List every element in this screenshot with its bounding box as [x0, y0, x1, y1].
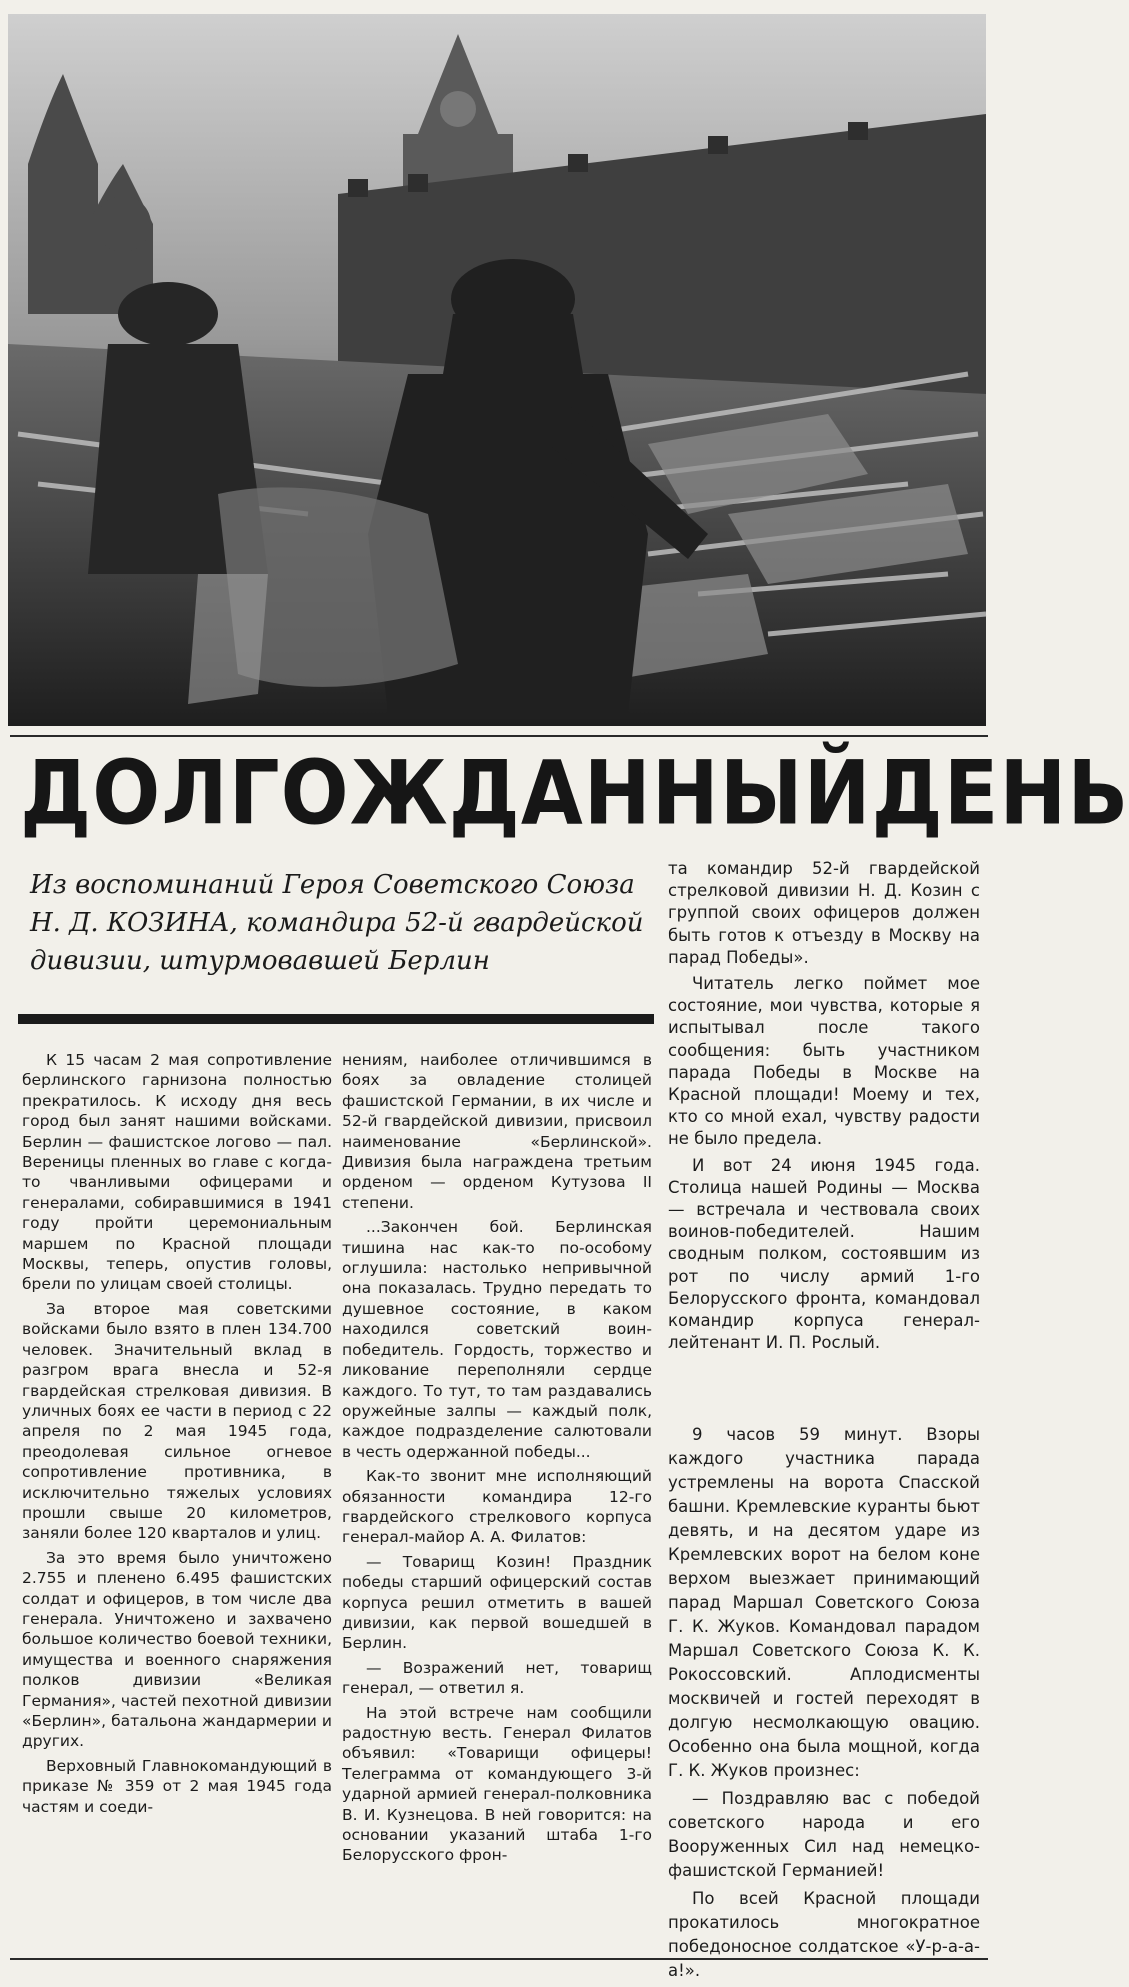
bottom-rule — [10, 1958, 988, 1960]
headline-word-2: ДЕНЬ — [871, 742, 1129, 845]
col2-paragraph: — Возражений нет, товарищ генерал, — ответил я. — [342, 1658, 652, 1698]
col2-paragraph: На этой встрече нам сообщили радостную весть. Генерал Филатов объявил: «Товарищи офицеры! Телеграмма от командующего 3-й ударной армией генерал-полковника В. И. Кузнецова. В ней говорится: на основании указаний штаба 1-го Белорусского фрон- — [342, 1703, 652, 1865]
col2-paragraph: ...Закончен бой. Берлинская тишина нас как-то по-особому оглушила: настолько непривычной она показалась. Трудно передать то душевное состояние, в каком находился советский воин-победитель. Гордость, торжество и ликование переполняли сердце каждого. То тут, то там раздавались оружейные залпы — каждый полк, каждое подразделение салютовали в честь одержанной победы... — [342, 1218, 652, 1461]
photo-illustration — [8, 14, 986, 726]
col2-paragraph: — Товарищ Козин! Праздник победы старший офицерский состав корпуса решил отметить в вашей дивизии, как первой вошедшей в Берлин. — [342, 1552, 652, 1653]
article-headline — [20, 739, 1129, 849]
col3-paragraph: Читатель легко поймет мое состояние, мои чувства, которые я испытывал после такого сообщения: быть участником парада Победы в Москве на Красной площади! Моему и тех, кто со мной ехал, чувству радости не было предела. — [668, 974, 980, 1149]
col1-paragraph: За это время было уничтожено 2.755 и пленено 6.495 фашистских солдат и офицеров, в том числе два генерала. Уничтожено и захвачено большое количество боевой техники, имущества и военного снаряжения полков дивизии «Великая Германия», частей пехотной дивизии «Берлин», батальона жандармерии и других. — [22, 1548, 332, 1751]
column-3-top — [668, 858, 980, 1358]
col3-paragraph: По всей Красной площади прокатилось многократное победоносное солдатское «У-р-а-а-а!». — [668, 1889, 980, 1980]
col2-paragraph: Как-то звонит мне исполняющий обязанности командира 12-го гвардейского стрелкового корпуса генерал-майор А. А. Филатов: — [342, 1467, 652, 1547]
column-1 — [22, 1050, 332, 1821]
article-intro: Из воспоминаний Героя Советского Союза Н. Д. КОЗИНА, командира 52-й гвардейской дивизии, штурмовавшей Берлин — [30, 870, 644, 976]
col2-paragraph: нениям, наиболее отличившимся в боях за овладение столицей фашистской Германии, в их числе и 52-й гвардейской дивизии, присвоил наименование «Берлинской». Дивизия была награждена третьим орденом — орденом Кутузова II степени. — [342, 1051, 652, 1212]
column-3-bottom — [668, 1423, 980, 1987]
col1-paragraph: Верховный Главнокомандующий в приказе № 359 от 2 мая 1945 года частям и соеди- — [22, 1756, 332, 1816]
col3-paragraph: 9 часов 59 минут. Взоры каждого участника парада устремлены на ворота Спасской башни. Кремлевские куранты бьют девять, и на десятом ударе из Кремлевских ворот на белом коне верхом выезжает принимающий парад Маршал Советского Союза Г. К. Жуков. Командовал парадом Маршал Советского Союза К. К. Рокоссовский. Аплодисменты москвичей и гостей переходят в долгую несмолкающую овацию. Особенно она была мощной, когда Г. К. Жуков произнес: — [668, 1425, 980, 1780]
column-2 — [342, 1050, 652, 1870]
headline-word-1: ДОЛГОЖДАННЫЙ — [20, 742, 872, 845]
top-rule — [10, 735, 988, 737]
intro-divider — [18, 1014, 654, 1024]
col3-paragraph: И вот 24 июня 1945 года. Столица нашей Родины — Москва — встречала и чествовала своих воинов-победителей. Нашим сводным полком, состоявшим из рот по числу армий 1-го Белорусского фронта, командовал командир корпуса генерал-лейтенант И. П. Рослый. — [668, 1155, 980, 1353]
col1-paragraph: К 15 часам 2 мая сопротивление берлинского гарнизона полностью прекратилось. К исходу дня весь город был занят нашими войсками. Берлин — фашистское логово — пал. Вереницы пленных во главе с когда-то чванливыми офицерами и генералами, собиравшимися в 1941 году пройти церемониальным маршем по Красной площади Москвы, теперь, опустив головы, брели по улицам своей столицы. — [22, 1051, 332, 1294]
col1-paragraph: За второе мая советскими войсками было взято в плен 134.700 человек. Значительный вклад в разгром врага внесла и 52-я гвардейская стрелковая дивизия. В уличных боях ее части в период с 22 апреля по 2 мая 1945 года, преодолевая сильное огневое сопротивление противника, в исключительно тяжелых условиях прошли свыше 20 километров, заняли более 120 кварталов и улиц. — [22, 1299, 332, 1543]
col3-paragraph: та командир 52-й гвардейской стрелковой дивизии Н. Д. Козин с группой своих офицеров должен быть готов к отъезду в Москву на парад Победы». — [668, 859, 980, 967]
col3-paragraph: — Поздравляю вас с победой советского народа и его Вооруженных Сил над немецко-фашистской Германией! — [668, 1789, 980, 1880]
victory-parade-photo — [8, 14, 986, 726]
